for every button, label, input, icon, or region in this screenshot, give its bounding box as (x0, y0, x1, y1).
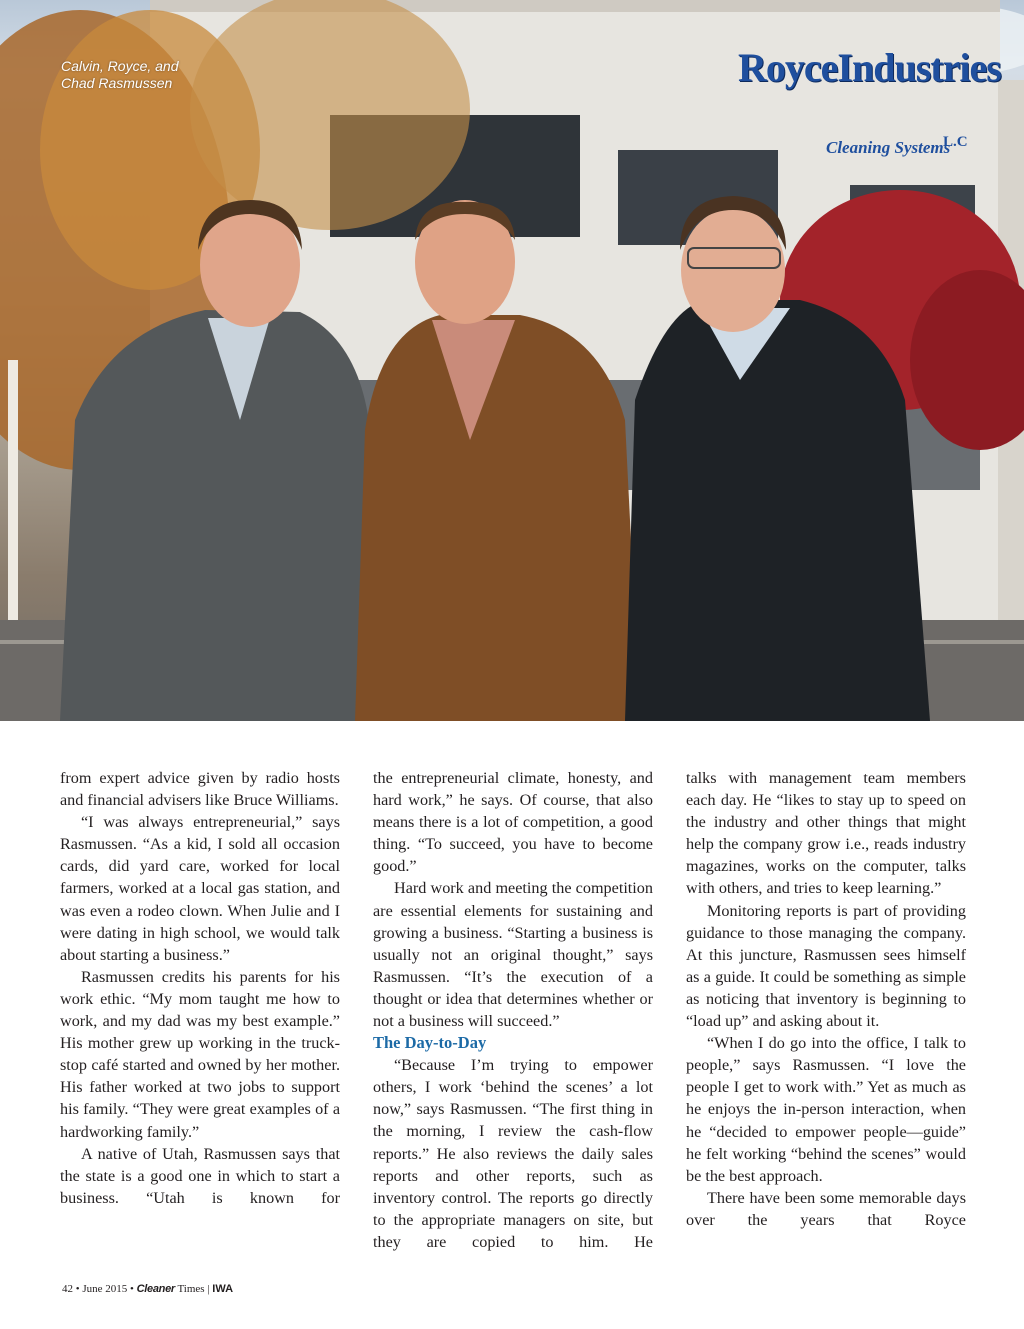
folio-bullet: • (75, 1283, 80, 1295)
paragraph: the entrepreneurial climate, honesty, and hard work,” he says. Of course, that also means there is a lot of competition, a good thing. “To succeed, you have to become good.” (373, 769, 653, 876)
paragraph: A native of Utah, Rasmussen says that the state is a good one in which to start a business. “Utah is known for (60, 1144, 340, 1207)
caption-line-1: Calvin, Royce, and (61, 58, 179, 74)
folio-divider: | (207, 1283, 210, 1295)
paragraph: “I was always entrepreneurial,” says Rasmussen. “As a kid, I sold all occasion cards, did yard care, worked for local farmers, worked at a local gas station, and was even a rodeo clown. When Julie and I were dating in high school, we would talk about starting a business.” (60, 813, 340, 964)
magazine-name-2: Times (177, 1283, 205, 1295)
sign-company-name: RoyceIndustries (738, 45, 1001, 90)
organization-name: IWA (212, 1283, 234, 1295)
article-column-2 (373, 767, 653, 1253)
photo-caption (61, 58, 241, 92)
paragraph: Monitoring reports is part of providing guidance to those managing the company. At this juncture, Rasmussen sees himself as a guide. It could be something as simple as noticing that inventory is beginning to “load up” and asking about it. (686, 901, 966, 1031)
paragraph: talks with management team members each day. He “likes to stay up to speed on the industry and other things that might help the company grow i.e., reads industry magazines, works on the computer, talks with others, and tries to keep learning.” (686, 769, 966, 898)
folio-bullet: • (130, 1283, 134, 1295)
paragraph: “Because I’m trying to empower others, I work ‘behind the scenes’ a lot now,” says Rasmussen. “The first thing in the morning, I review the cash-flow reports.” He also reviews the daily sales reports and other reports, such as inventory control. The reports go directly to the appropriate managers on site, but they are copied to him. He (373, 1056, 653, 1251)
paragraph: Hard work and meeting the competition are essential elements for sustaining and growing a business. “Starting a business is usually not an original thought,” says Rasmussen. “It’s the execution of a thought or idea that determines whether or not a business will succeed.” (373, 879, 653, 1031)
page-folio (62, 1283, 233, 1295)
paragraph: Rasmussen credits his parents for his work ethic. “My mom taught me how to work, and my dad was my best example.” His mother grew up working in the truck-stop café started and owned by her mother. His father worked at two jobs to support his family. “They were great examples of a hardworking family.” (60, 967, 340, 1141)
page-number: 42 (62, 1283, 73, 1295)
building-sign (738, 45, 1001, 157)
paragraph: from expert advice given by radio hosts and financial advisers like Bruce Williams. (60, 769, 340, 810)
caption-line-2: Chad Rasmussen (61, 75, 173, 91)
sign-lc: L.C (943, 134, 968, 150)
section-subhead: The Day-to-Day (373, 1033, 487, 1053)
article-column-1 (60, 767, 340, 1209)
issue-date: June 2015 (82, 1283, 128, 1295)
paragraph: There have been some memorable days over the years that Royce (686, 1188, 966, 1229)
sign-subtitle: Cleaning Systems (826, 138, 951, 157)
article-column-3 (686, 767, 966, 1231)
magazine-name: Cleaner (136, 1283, 175, 1295)
paragraph: “When I do go into the office, I talk to people,” says Rasmussen. “I love the people I get to work with.” Yet as much as he enjoys the in-person interaction, when he “decided to empower people—guide” he felt working “behind the scenes” would be the best approach. (686, 1034, 966, 1185)
